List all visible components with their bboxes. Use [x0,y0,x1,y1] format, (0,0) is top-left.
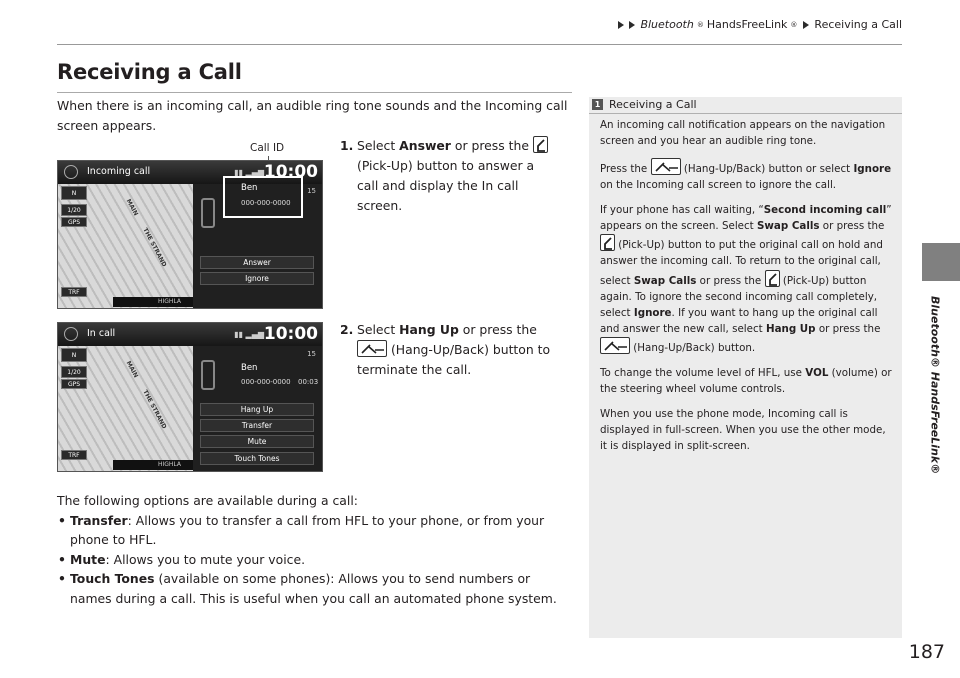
chapter-side-label-text: Bluetooth® HandsFreeLink® [928,296,942,475]
step-text: Select [357,322,400,337]
options-intro: The following options are available during a call: [57,493,358,508]
step-text: Select [357,138,400,153]
note-marker-icon: 1 [592,99,603,110]
option-term: Transfer [70,512,128,528]
note-paragraph [600,158,895,193]
call-id-callout: Call ID [250,142,285,154]
note-text: on the Incoming call screen to ignore the call. [600,179,837,192]
note-text: ” appears on the screen. Select [600,203,892,233]
step-text: (Hang-Up/Back) button to terminate the call. [357,342,551,377]
intro-text: When there is an incoming call, an audible ring tone sounds and the Incoming call screen appears. [57,98,568,133]
touch-tones-option: Touch Tones [200,452,314,465]
north-icon: N [61,186,87,200]
step-text: or press the [458,322,537,337]
road-name-bar: HIGHLA [113,460,193,470]
hang-up-label: Hang Up [399,322,459,337]
hang-up-back-icon [600,337,630,354]
map-road: THE STRAND [141,226,168,269]
note-text: If your phone has call waiting, “ [600,203,764,216]
caller-name: Ben [241,363,258,373]
options-section [57,491,572,608]
page-number: 187 [908,641,945,663]
map-road: MAIN [124,197,140,218]
note-text: (Hang-Up/Back) button. [633,342,756,355]
breadcrumb-current: Receiving a Call [814,18,902,31]
option-desc: (available on some phones): Allows you to send numbers or names during a call. This is useful when you call an automated phone system. [70,571,557,606]
phone-icon [201,360,215,390]
breadcrumb-arrow-icon [629,21,635,29]
option-transfer [57,511,572,550]
transfer-option: Transfer [200,419,314,432]
screen-clock: 10:00 [263,162,318,182]
breadcrumb [618,18,902,31]
step-number: 1. [340,138,354,153]
option-term: Touch Tones [70,571,155,586]
step-2 [340,320,555,380]
map-area [58,184,193,308]
side-note [589,97,902,638]
note-text: (Hang-Up/Back) button or select [683,162,851,175]
breadcrumb-bluetooth: Bluetooth [640,18,694,31]
scale-button: 1/20 [61,204,87,216]
gps-button: GPS [61,379,87,389]
breadcrumb-arrow-icon [803,21,809,29]
breadcrumb-reg2: ® [790,20,798,29]
option-mute [57,550,572,570]
screen-title: In call [87,328,116,339]
ignore-option: Ignore [200,272,314,285]
chapter-side-label [926,296,956,596]
step-number: 2. [340,322,354,337]
note-bold: Swap Calls [756,220,820,233]
hang-up-back-icon [357,340,387,357]
signal-value: 15 [307,350,316,358]
gps-button: GPS [61,217,87,227]
note-text: or press the [815,323,881,336]
caller-name: Ben [241,183,258,193]
note-paragraph [600,365,895,397]
signal-value: 15 [307,187,316,195]
note-text: . If you want to hang up the original call and answer the new call, select [600,307,878,336]
north-icon: N [61,348,87,362]
home-icon [64,327,78,341]
option-term: Mute [70,551,106,567]
pick-up-icon [533,136,548,153]
note-bold: Swap Calls [633,274,697,287]
page-title: Receiving a Call [57,60,242,84]
home-icon [64,165,78,179]
caller-number: 000-000-0000 [241,378,291,386]
map-road: MAIN [124,359,140,380]
note-bold: VOL [805,367,829,380]
note-bold: Second incoming call [763,203,887,216]
map-area [58,346,193,471]
phone-icon [201,198,215,228]
road-name-bar: HIGHLA [113,297,193,307]
note-bold: Ignore [633,307,672,320]
note-paragraph: When you use the phone mode, Incoming call is displayed in full-screen. When you use the other mode, it is displayed in split-screen. [600,408,886,453]
scale-button: 1/20 [61,366,87,378]
step-1 [340,136,555,216]
note-text: (Pick-Up) button to put the original call on hold and answer the incoming call. To return to the original call, select [600,239,883,287]
traffic-button: TRF [61,450,87,460]
note-body [600,117,895,463]
note-text: or press the [819,220,885,233]
step-text: or press the [450,138,529,153]
screen-title: Incoming call [87,166,151,177]
screen-clock: 10:00 [263,324,318,344]
note-text: To change the volume level of HFL, use [600,367,806,380]
header-divider [57,44,902,45]
note-text: or press the [696,274,762,287]
chapter-tab [922,243,960,281]
breadcrumb-hfl: HandsFreeLink [706,18,788,31]
traffic-button: TRF [61,287,87,297]
caller-number: 000-000-0000 [241,199,291,207]
incoming-call-screen [57,160,323,309]
call-id-highlight [223,176,303,218]
note-text: Press the [600,162,648,175]
note-bold: Hang Up [765,323,816,336]
option-desc: : Allows you to transfer a call from HFL to your phone, or from your phone to HFL. [70,512,545,547]
note-paragraph [600,202,895,357]
note-title [589,97,902,114]
note-paragraph: An incoming call notification appears on the navigation screen and you hear an audible ring tone. [600,119,886,148]
answer-option: Answer [200,256,314,269]
map-road: THE STRAND [141,388,168,431]
call-duration: 00:03 [298,378,319,386]
option-desc: : Allows you to mute your voice. [105,551,306,567]
note-bold: Ignore [853,162,892,175]
breadcrumb-reg: ® [696,20,704,29]
pick-up-icon [600,234,615,251]
hang-up-option: Hang Up [200,403,314,416]
note-text: (volume) or the steering wheel volume controls. [600,367,892,396]
title-divider [57,92,572,93]
hang-up-back-icon [651,158,681,175]
note-text: (Pick-Up) button again. To ignore the second incoming call completely, select [600,274,878,320]
mute-option: Mute [200,435,314,448]
option-touch-tones [57,569,572,608]
note-title-text: Receiving a Call [609,98,697,111]
pick-up-icon [765,270,780,287]
breadcrumb-arrow-icon [618,21,624,29]
step-text: (Pick-Up) button to answer a call and display the In call screen. [357,158,535,213]
status-icons: ▮▮ ▂▄▆ [234,168,264,177]
answer-label: Answer [399,138,451,153]
screen-header [58,323,322,346]
status-icons: ▮▮ ▂▄▆ [234,330,264,339]
in-call-screen [57,322,323,472]
